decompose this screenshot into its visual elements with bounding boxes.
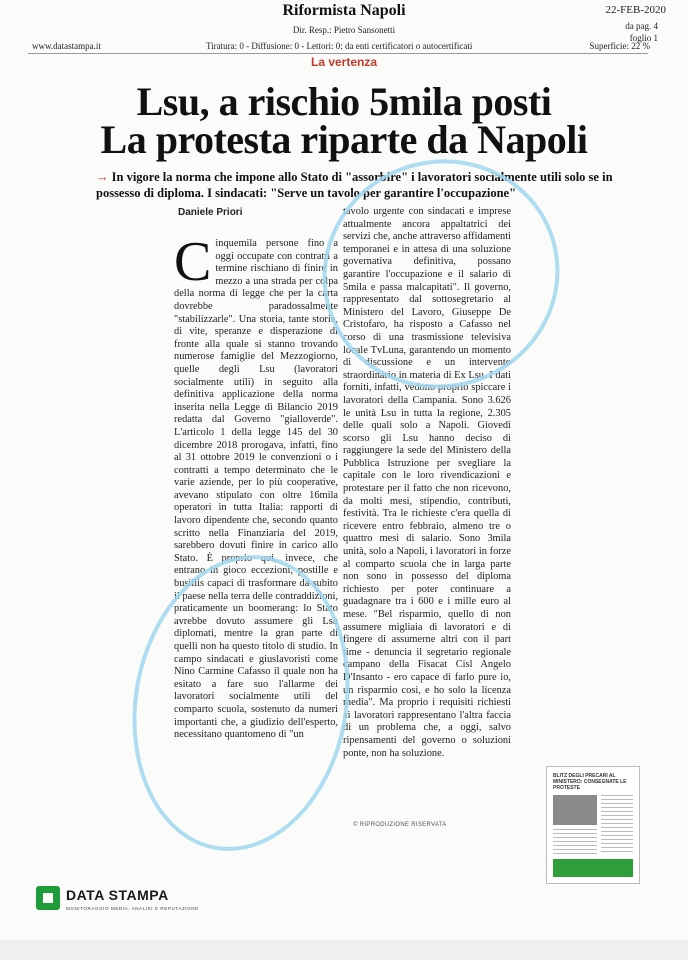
thumbnail-headline: BLITZ DEGLI PRECARI AL MINISTERO: CONSEGNATE LE PROTESTE [553,773,627,791]
surface-info: Superficie: 22 % [589,41,650,51]
column-2-text: tavolo urgente con sindacati e imprese attualmente ancora appaltatrici dei servizi che, anche attraverso affidamenti temporanei e in attesa di una soluzione governativa definitiva, possano garantire l'occupazione e il salario di 5mila e passa malcapitati". Il governo, rappresentato dal sottosegretario al Ministero del Lavoro, Giuseppe De Cristofaro, ha risposto a Cafasso nel corso di una trasmissione televisiva locale TvLuna, garantendo un momento di discussione e un intervento straordinario in materia di Ex Lsu. I dati forniti, infatti, vedono proprio spiccare i lavoratori della Campania. Sono 3.626 le unità Lsu in tutta la regione, 2.305 delle quali solo a Napoli. Giovedì scorso gli Lsu hanno deciso di raggiungere la sede del Ministero della Pubblica Istruzione per svegliare la capitale con le loro rivendicazioni e protestare per il fatto che non ricevono, da molti mesi, stipendio, contributi, festività. Tra le richieste c'era quella di ricevere entro febbraio, almeno tre o quattro mesi di salario. Sono 3mila unità, solo a Napoli, i lavoratori in forze al comparto scuola che in larga parte non sono in possesso del diploma richiesto per poter continuare a guadagnare tra i 600 e i mille euro al mese. "Bel risparmio, quello di non assumere migliaia di lavoratori e di fingere di assumerne altri con il part time - denuncia il segretario regionale campano della Fisacat Cisl Angelo D'Insanto - ero capace di farlo pure io, un risparmio così, e ho solo la licenza media". Ma proprio i requisiti richiesti ai lavoratori rappresentano l'altra faccia di un problema che, a oggi, salvo ripensamenti del governo o soluzioni ponte, non ha soluzione. [343,206,511,759]
headline-line-1: Lsu, a rischio 5mila posti [136,79,552,124]
thumbnail-text-block-2 [553,829,597,855]
subtitle-text: In vigore la norma che impone allo Stato di "assorbire" i lavoratori socialmente utili solo se in possesso di diploma. I sindacati: "Serve un tavolo per garantire l'occupazione" [96,170,613,200]
circulation-info: Tiratura: 0 - Diffusione: 0 - Lettori: 0: da enti certificatori o autocertificati [206,41,473,51]
arrow-icon: → [96,170,109,184]
datastampa-logo-name: DATA STAMPA [66,887,169,903]
column-1-text: inquemila persone fino a oggi occupate con contratti a termine rischiano di finire in mezzo a una strada per colpa della norma di legge che per la carta dovrebbe paradossalmente "stabilizzarle". Una storia, tante storie, di vite, speranze e disperazione di fronte alla quale si stanno trovando numerose famiglie del Mezzogiorno, quelle degli Lsu (lavoratori socialmente utili) in seguito alla definitiva applicazione della norma inserita nella Legge di Bilancio 2019 redatta dal Governo "gialloverde". L'articolo 1 della legge 145 del 30 dicembre 2018 prorogava, infatti, fino al 31 ottobre 2019 le convenzioni o i contratti a tempo determinato che le varie aziende, per lo più cooperative, avevano stipulato con oltre 16mila operatori in tutta Italia: rapporti di lavoro dipendente che, secondo quanto scritto nella Finanziaria del 2019, sarebbero dovuti finire in carico allo Stato. È proprio qui, invece, che entrano in gioco eccezioni, postille e busillis capaci di trasformare da subito il paese nella terra delle contraddizioni, praticamente un boomerang: lo Stato avrebbe dovuto assumere gli Lsu diplomati, mentre la gran parte di quelli non ha questo titolo di studio. In campo sindacati e giuslavoristi come Nino Carmine Cafasso il quale non ha esitato a fare suo l'allarme dei lavoratori socialmente utili del comparto scuola, sostenuto da numeri importanti che, a giudizio dell'esperto, necessitano quantomeno di "un [174,238,338,741]
publication-name: Riformista Napoli [282,2,406,19]
datastampa-logo-icon [36,886,60,910]
copyright-notice: © RIPRODUZIONE RISERVATA [353,822,447,828]
article-kicker: La vertenza [310,55,378,69]
thumbnail-green-banner [553,859,633,877]
datastampa-tagline: MONITORAGGIO MEDIA, ANALISI E REPUTAZIONE [66,906,199,911]
website-link[interactable]: www.datastampa.it [32,41,101,51]
page-thumbnail[interactable] [546,766,640,884]
header-divider [28,53,648,54]
page-number: da pag. 4 [625,21,658,31]
sheet-number: foglio 1 [629,33,658,43]
thumbnail-text-block [601,795,633,855]
thumbnail-photo [553,795,597,825]
editor-in-chief: Dir. Resp.: Pietro Sansonetti [292,25,396,35]
headline-line-2: La protesta riparte da Napoli [100,117,588,162]
article-author: Daniele Priori [178,207,243,218]
drop-cap: C [174,238,212,293]
page-bottom-margin [0,940,688,960]
publication-date: 22-FEB-2020 [605,4,666,16]
